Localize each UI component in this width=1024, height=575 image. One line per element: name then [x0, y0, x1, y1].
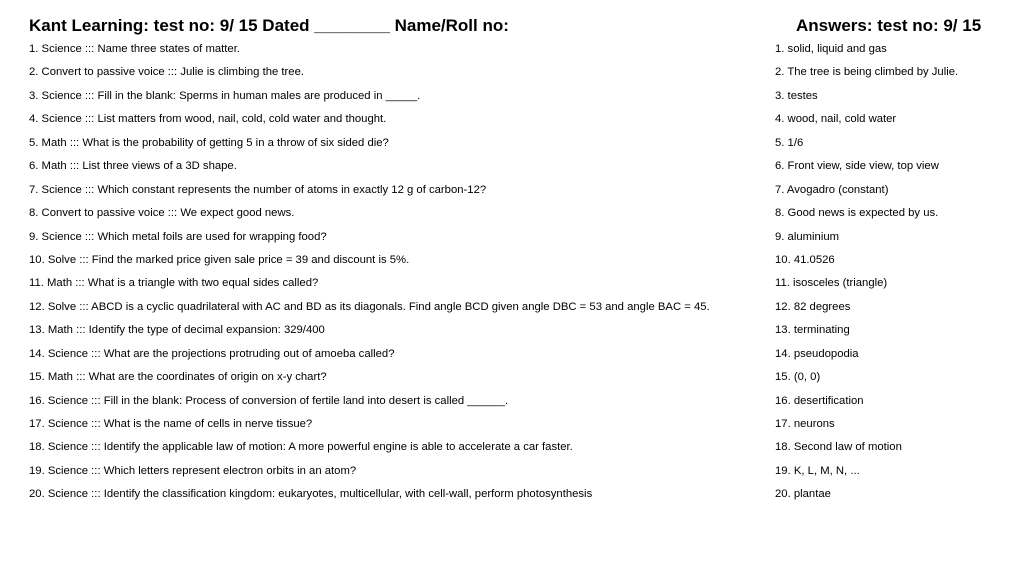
answer-item: 9. aluminium — [775, 230, 840, 243]
question-item: 2. Convert to passive voice ::: Julie is climbing the tree. — [29, 66, 305, 79]
question-item: 8. Convert to passive voice ::: We expect good news. — [29, 207, 295, 220]
answer-item: 6. Front view, side view, top view — [775, 160, 939, 173]
test-title: Kant Learning: test no: 9/ 15 Dated ________ Name/Roll no: — [29, 16, 509, 35]
question-item: 5. Math ::: What is the probability of getting 5 in a throw of six sided die? — [29, 136, 389, 149]
answer-item: 18. Second law of motion — [775, 441, 902, 454]
question-item: 16. Science ::: Fill in the blank: Process of conversion of fertile land into desert is called ______. — [29, 394, 509, 407]
answer-item: 19. K, L, M, N, ... — [775, 464, 860, 477]
answers-list — [775, 41, 1015, 510]
answer-item: 2. The tree is being climbed by Julie. — [775, 66, 959, 79]
question-item: 19. Science ::: Which letters represent electron orbits in an atom? — [29, 464, 357, 477]
question-item: 20. Science ::: Identify the classification kingdom: eukaryotes, multicellular, with cell-wall, perform photosynthesis — [29, 488, 593, 501]
question-item: 6. Math ::: List three views of a 3D shape. — [29, 160, 237, 173]
question-item: 11. Math ::: What is a triangle with two equal sides called? — [29, 277, 319, 290]
answer-item: 1. solid, liquid and gas — [775, 43, 887, 55]
answer-item: 12. 82 degrees — [775, 300, 851, 313]
answer-item: 3. testes — [775, 89, 818, 102]
answer-item: 7. Avogadro (constant) — [775, 183, 889, 196]
answer-item: 10. 41.0526 — [775, 253, 835, 266]
question-item: 7. Science ::: Which constant represents the number of atoms in exactly 12 g of carbon-12? — [29, 183, 487, 196]
question-item: 15. Math ::: What are the coordinates of origin on x-y chart? — [29, 371, 327, 384]
answer-item: 15. (0, 0) — [775, 371, 821, 384]
question-item: 13. Math ::: Identify the type of decimal expansion: 329/400 — [29, 324, 325, 337]
answer-item: 20. plantae — [775, 488, 831, 501]
question-item: 18. Science ::: Identify the applicable law of motion: A more powerful engine is able to accelerate a car faster. — [29, 441, 573, 454]
answer-item: 16. desertification — [775, 394, 864, 407]
question-item: 17. Science ::: What is the name of cells in nerve tissue? — [29, 418, 313, 430]
question-item: 12. Solve ::: ABCD is a cyclic quadrilateral with AC and BD as its diagonals. Find angle BCD given angle DBC = 53 and angle BAC = 45. — [29, 300, 710, 313]
answer-item: 5. 1/6 — [775, 136, 804, 149]
answer-item: 11. isosceles (triangle) — [775, 277, 888, 290]
question-item: 1. Science ::: Name three states of matter. — [29, 43, 240, 55]
answers-title: Answers: test no: 9/ 15 — [796, 16, 982, 35]
questions-list — [29, 41, 769, 510]
answer-item: 8. Good news is expected by us. — [775, 207, 939, 220]
answer-item: 4. wood, nail, cold water — [775, 113, 897, 126]
question-item: 10. Solve ::: Find the marked price given sale price = 39 and discount is 5%. — [29, 253, 410, 266]
question-item: 3. Science ::: Fill in the blank: Sperms in human males are produced in _____. — [29, 89, 421, 102]
question-item: 9. Science ::: Which metal foils are used for wrapping food? — [29, 230, 327, 243]
answer-item: 17. neurons — [775, 418, 835, 430]
question-item: 4. Science ::: List matters from wood, nail, cold, cold water and thought. — [29, 113, 387, 126]
answer-item: 13. terminating — [775, 324, 850, 337]
answer-item: 14. pseudopodia — [775, 347, 859, 360]
question-item: 14. Science ::: What are the projections protruding out of amoeba called? — [29, 347, 395, 360]
